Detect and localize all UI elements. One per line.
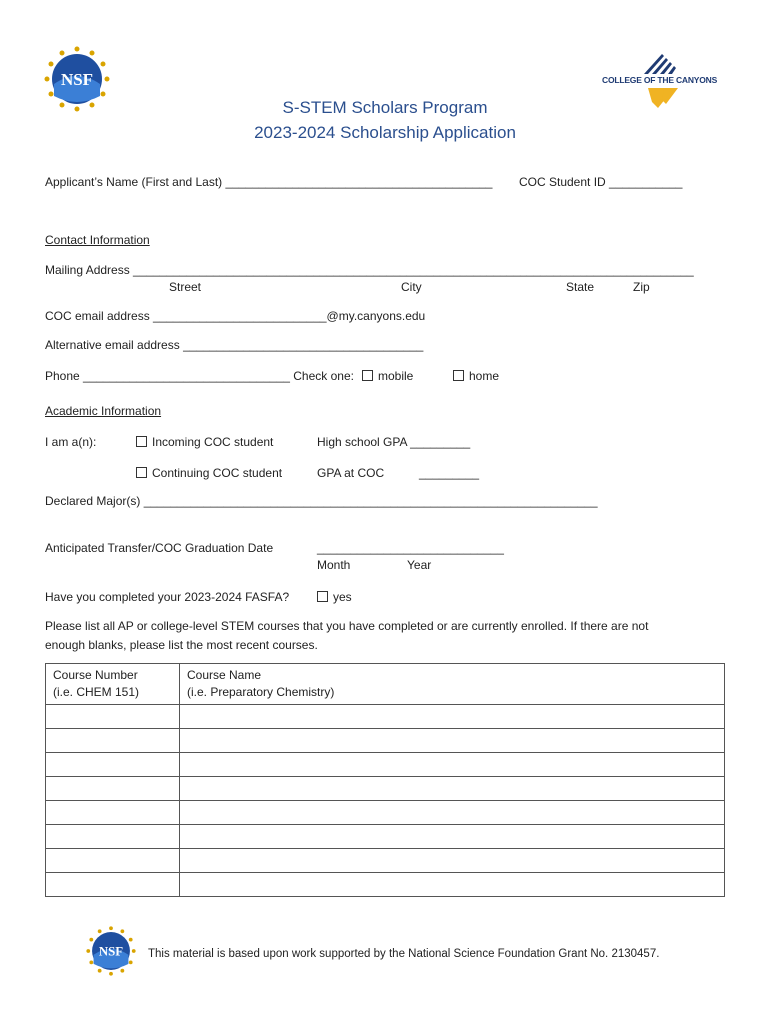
course-name-cell[interactable] — [180, 777, 725, 801]
transfer-date-label: Anticipated Transfer/COC Graduation Date — [45, 541, 274, 555]
phone-field[interactable]: Phone _______________________________ Check one: — [45, 369, 354, 383]
table-row — [46, 753, 725, 777]
table-header-row — [46, 664, 725, 705]
month-label: Month — [317, 558, 351, 572]
page-title: S-STEM Scholars Program — [282, 98, 488, 117]
course-name-cell[interactable] — [180, 849, 725, 873]
course-number-header: Course Number (i.e. CHEM 151) — [46, 664, 180, 705]
mailing-address-field[interactable]: Mailing Address ____________________________________________________________________________________ — [45, 263, 694, 277]
course-number-cell[interactable] — [46, 729, 180, 753]
footer-nsf-logo — [86, 926, 136, 976]
city-label: City — [401, 280, 422, 294]
courses-instruction-line2: enough blanks, please list the most recent courses. — [45, 638, 318, 652]
checkbox-icon — [317, 591, 328, 602]
fasfa-yes-checkbox[interactable]: yes — [317, 590, 352, 604]
mobile-checkbox[interactable]: mobile — [362, 369, 413, 383]
course-number-cell[interactable] — [46, 825, 180, 849]
table-row — [46, 849, 725, 873]
course-name-cell[interactable] — [180, 753, 725, 777]
svg-text:NSF: NSF — [98, 944, 124, 959]
course-name-cell[interactable] — [180, 825, 725, 849]
applicant-name-field[interactable]: Applicant’s Name (First and Last) ________________________________________ — [45, 175, 493, 189]
student-id-field[interactable]: COC Student ID ___________ — [519, 175, 683, 189]
course-number-cell[interactable] — [46, 753, 180, 777]
academic-heading: Academic Information — [45, 404, 162, 418]
course-name-cell[interactable] — [180, 801, 725, 825]
page-subtitle: 2023-2024 Scholarship Application — [254, 123, 516, 142]
table-row — [46, 729, 725, 753]
state-label: State — [566, 280, 595, 294]
course-name-cell[interactable] — [180, 873, 725, 897]
table-row — [46, 873, 725, 897]
course-name-cell[interactable] — [180, 729, 725, 753]
coc-email-field[interactable]: COC email address __________________________@my.canyons.edu — [45, 309, 426, 323]
coc-gpa-field[interactable]: _________ — [419, 466, 480, 480]
svg-text:NSF: NSF — [60, 70, 94, 89]
transfer-date-field[interactable]: ____________________________ — [317, 541, 504, 555]
course-name-cell[interactable] — [180, 705, 725, 729]
checkbox-icon — [453, 370, 464, 381]
course-name-header: Course Name (i.e. Preparatory Chemistry) — [180, 664, 725, 705]
checkbox-icon — [136, 467, 147, 478]
course-number-cell[interactable] — [46, 705, 180, 729]
i-am-label: I am a(n): — [45, 435, 97, 449]
hs-gpa-field[interactable]: High school GPA _________ — [317, 435, 471, 449]
course-number-cell[interactable] — [46, 777, 180, 801]
courses-instruction-line1: Please list all AP or college-level STEM courses that you have completed or are currently enrolled. If there are not — [45, 619, 649, 633]
table-row — [46, 825, 725, 849]
table-row — [46, 777, 725, 801]
checkbox-icon — [136, 436, 147, 447]
home-checkbox[interactable]: home — [453, 369, 499, 383]
street-label: Street — [169, 280, 202, 294]
coc-gpa-label: GPA at COC — [317, 466, 385, 480]
year-label: Year — [407, 558, 432, 572]
footer-text: This material is based upon work supported by the National Science Foundation Grant No. 2130457. — [148, 948, 660, 960]
zip-label: Zip — [633, 280, 650, 294]
continuing-checkbox[interactable]: Continuing COC student — [136, 466, 282, 480]
coc-logo-text: COLLEGE OF THE CANYONS — [602, 75, 718, 85]
table-row — [46, 705, 725, 729]
course-number-cell[interactable] — [46, 873, 180, 897]
contact-heading: Contact Information — [45, 233, 150, 247]
course-number-cell[interactable] — [46, 849, 180, 873]
declared-major-field[interactable]: Declared Major(s) ____________________________________________________________________ — [45, 494, 598, 508]
course-number-cell[interactable] — [46, 801, 180, 825]
table-row — [46, 801, 725, 825]
alt-email-field[interactable]: Alternative email address ____________________________________ — [45, 338, 424, 352]
courses-table — [45, 663, 725, 897]
incoming-checkbox[interactable]: Incoming COC student — [136, 435, 273, 449]
checkbox-icon — [362, 370, 373, 381]
fasfa-question: Have you completed your 2023-2024 FASFA? — [45, 590, 290, 604]
